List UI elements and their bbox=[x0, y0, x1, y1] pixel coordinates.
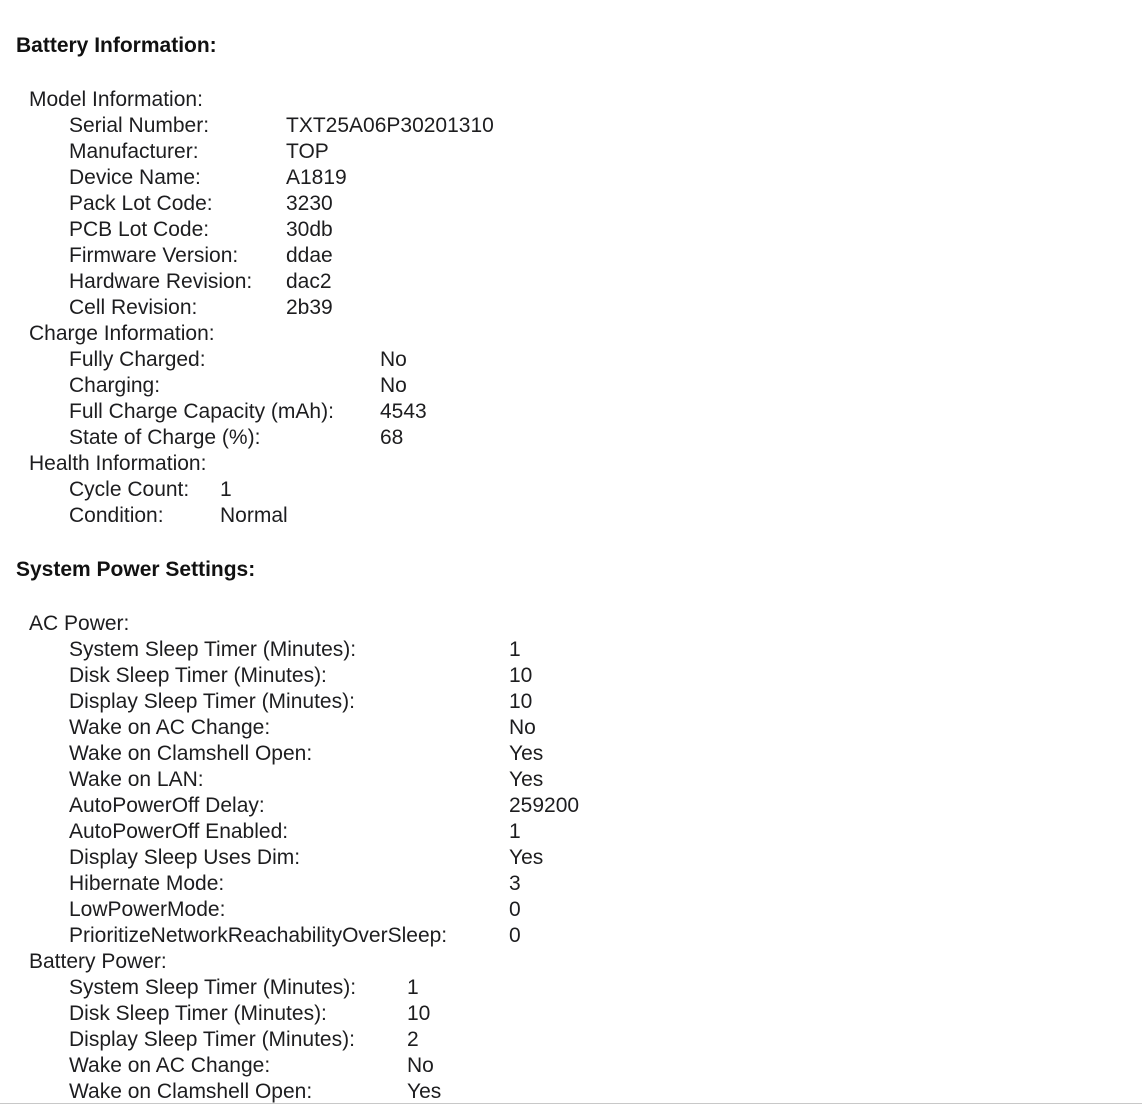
fully-charged-row bbox=[29, 347, 407, 373]
ac-display-sleep-uses-dim-row bbox=[29, 845, 544, 871]
serial-number-row bbox=[29, 113, 494, 139]
ac-autopoweroff-delay-value: 259200 bbox=[509, 794, 580, 817]
hardware-revision-row bbox=[29, 269, 332, 295]
fully-charged-value: No bbox=[380, 348, 407, 371]
bat-wake-on-ac-change-value: No bbox=[407, 1054, 434, 1077]
ac-system-sleep-timer-row bbox=[29, 637, 521, 663]
ac-power-label: AC Power: bbox=[29, 612, 130, 635]
cell-revision-row bbox=[29, 295, 333, 321]
full-charge-capacity-row bbox=[29, 399, 427, 425]
pcb-lot-code-value: 30db bbox=[286, 218, 333, 241]
ac-wake-on-lan-key: Wake on LAN: bbox=[69, 768, 204, 791]
health-information-label: Health Information: bbox=[29, 452, 207, 475]
ac-wake-on-clamshell-open-value: Yes bbox=[509, 742, 544, 765]
bat-disk-sleep-timer-row bbox=[29, 1001, 431, 1027]
ac-wake-on-clamshell-open-key: Wake on Clamshell Open: bbox=[69, 742, 313, 765]
bat-wake-on-ac-change-row bbox=[29, 1053, 434, 1079]
full-charge-capacity-key: Full Charge Capacity (mAh): bbox=[69, 400, 334, 423]
bat-wake-on-clamshell-open-key: Wake on Clamshell Open: bbox=[69, 1080, 313, 1103]
battery-information-heading: Battery Information: bbox=[16, 34, 217, 57]
manufacturer-value: TOP bbox=[286, 140, 329, 163]
ac-wake-on-ac-change-key: Wake on AC Change: bbox=[69, 716, 271, 739]
bat-display-sleep-timer-row bbox=[29, 1027, 419, 1053]
manufacturer-key: Manufacturer: bbox=[69, 140, 199, 163]
ac-lowpowermode-value: 0 bbox=[509, 898, 521, 921]
serial-number-key: Serial Number: bbox=[69, 114, 210, 137]
ac-disk-sleep-timer-row bbox=[29, 663, 533, 689]
ac-autopoweroff-delay-row bbox=[29, 793, 580, 819]
pack-lot-code-value: 3230 bbox=[286, 192, 333, 215]
ac-display-sleep-timer-key: Display Sleep Timer (Minutes): bbox=[69, 690, 355, 713]
cell-revision-value: 2b39 bbox=[286, 296, 333, 319]
device-name-key: Device Name: bbox=[69, 166, 201, 189]
firmware-version-value: ddae bbox=[286, 244, 333, 267]
ac-wake-on-lan-value: Yes bbox=[509, 768, 544, 791]
system-power-settings-heading: System Power Settings: bbox=[16, 558, 256, 581]
ac-display-sleep-uses-dim-key: Display Sleep Uses Dim: bbox=[69, 846, 301, 869]
bat-disk-sleep-timer-key: Disk Sleep Timer (Minutes): bbox=[69, 1002, 327, 1025]
ac-lowpowermode-row bbox=[29, 897, 521, 923]
bat-wake-on-ac-change-key: Wake on AC Change: bbox=[69, 1054, 271, 1077]
bat-system-sleep-timer-value: 1 bbox=[407, 976, 419, 999]
full-charge-capacity-value: 4543 bbox=[380, 400, 427, 423]
pcb-lot-code-key: PCB Lot Code: bbox=[69, 218, 210, 241]
ac-prioritize-network-reachability-row bbox=[29, 923, 521, 949]
charging-value: No bbox=[380, 374, 407, 397]
ac-autopoweroff-enabled-row bbox=[29, 819, 521, 845]
condition-row bbox=[29, 503, 288, 529]
ac-prioritize-network-reachability-key: PrioritizeNetworkReachabilityOverSleep: bbox=[69, 924, 448, 947]
ac-system-sleep-timer-key: System Sleep Timer (Minutes): bbox=[69, 638, 357, 661]
bat-system-sleep-timer-key: System Sleep Timer (Minutes): bbox=[69, 976, 357, 999]
state-of-charge-value: 68 bbox=[380, 426, 404, 449]
charging-key: Charging: bbox=[69, 374, 161, 397]
charging-row bbox=[29, 373, 407, 399]
ac-lowpowermode-key: LowPowerMode: bbox=[69, 898, 226, 921]
ac-hibernate-mode-value: 3 bbox=[509, 872, 521, 895]
bat-wake-on-clamshell-open-row bbox=[29, 1079, 442, 1105]
pack-lot-code-key: Pack Lot Code: bbox=[69, 192, 213, 215]
device-name-row bbox=[29, 165, 347, 191]
model-information-label: Model Information: bbox=[29, 88, 203, 111]
bat-disk-sleep-timer-value: 10 bbox=[407, 1002, 431, 1025]
ac-disk-sleep-timer-key: Disk Sleep Timer (Minutes): bbox=[69, 664, 327, 687]
ac-display-sleep-timer-row bbox=[29, 689, 533, 715]
ac-display-sleep-timer-value: 10 bbox=[509, 690, 533, 713]
bat-system-sleep-timer-row bbox=[29, 975, 419, 1001]
battery-power-section bbox=[29, 949, 442, 1105]
bat-display-sleep-timer-value: 2 bbox=[407, 1028, 419, 1051]
cycle-count-row bbox=[29, 477, 232, 503]
ac-display-sleep-uses-dim-value: Yes bbox=[509, 846, 544, 869]
pack-lot-code-row bbox=[29, 191, 333, 217]
ac-wake-on-clamshell-open-row bbox=[29, 741, 544, 767]
pcb-lot-code-row bbox=[29, 217, 333, 243]
ac-autopoweroff-enabled-key: AutoPowerOff Enabled: bbox=[69, 820, 289, 843]
condition-key: Condition: bbox=[69, 504, 164, 527]
condition-value: Normal bbox=[220, 504, 288, 527]
ac-autopoweroff-delay-key: AutoPowerOff Delay: bbox=[69, 794, 265, 817]
ac-autopoweroff-enabled-value: 1 bbox=[509, 820, 521, 843]
state-of-charge-key: State of Charge (%): bbox=[69, 426, 261, 449]
bottom-divider bbox=[0, 1103, 1142, 1104]
model-information-section bbox=[29, 87, 494, 321]
ac-power-section bbox=[29, 611, 580, 949]
bat-display-sleep-timer-key: Display Sleep Timer (Minutes): bbox=[69, 1028, 355, 1051]
fully-charged-key: Fully Charged: bbox=[69, 348, 206, 371]
ac-wake-on-ac-change-row bbox=[29, 715, 536, 741]
ac-prioritize-network-reachability-value: 0 bbox=[509, 924, 521, 947]
state-of-charge-row bbox=[29, 425, 404, 451]
hardware-revision-value: dac2 bbox=[286, 270, 332, 293]
firmware-version-key: Firmware Version: bbox=[69, 244, 239, 267]
bat-wake-on-clamshell-open-value: Yes bbox=[407, 1080, 442, 1103]
ac-hibernate-mode-row bbox=[29, 871, 521, 897]
ac-disk-sleep-timer-value: 10 bbox=[509, 664, 533, 687]
serial-number-value: TXT25A06P30201310 bbox=[286, 114, 494, 137]
ac-system-sleep-timer-value: 1 bbox=[509, 638, 521, 661]
battery-power-label: Battery Power: bbox=[29, 950, 167, 973]
ac-wake-on-lan-row bbox=[29, 767, 544, 793]
health-information-section bbox=[29, 451, 288, 529]
cycle-count-key: Cycle Count: bbox=[69, 478, 190, 501]
firmware-version-row bbox=[29, 243, 333, 269]
manufacturer-row bbox=[29, 139, 329, 165]
cell-revision-key: Cell Revision: bbox=[69, 296, 198, 319]
hardware-revision-key: Hardware Revision: bbox=[69, 270, 253, 293]
device-name-value: A1819 bbox=[286, 166, 347, 189]
charge-information-section bbox=[29, 321, 427, 451]
cycle-count-value: 1 bbox=[220, 478, 232, 501]
ac-hibernate-mode-key: Hibernate Mode: bbox=[69, 872, 225, 895]
charge-information-label: Charge Information: bbox=[29, 322, 215, 345]
ac-wake-on-ac-change-value: No bbox=[509, 716, 536, 739]
